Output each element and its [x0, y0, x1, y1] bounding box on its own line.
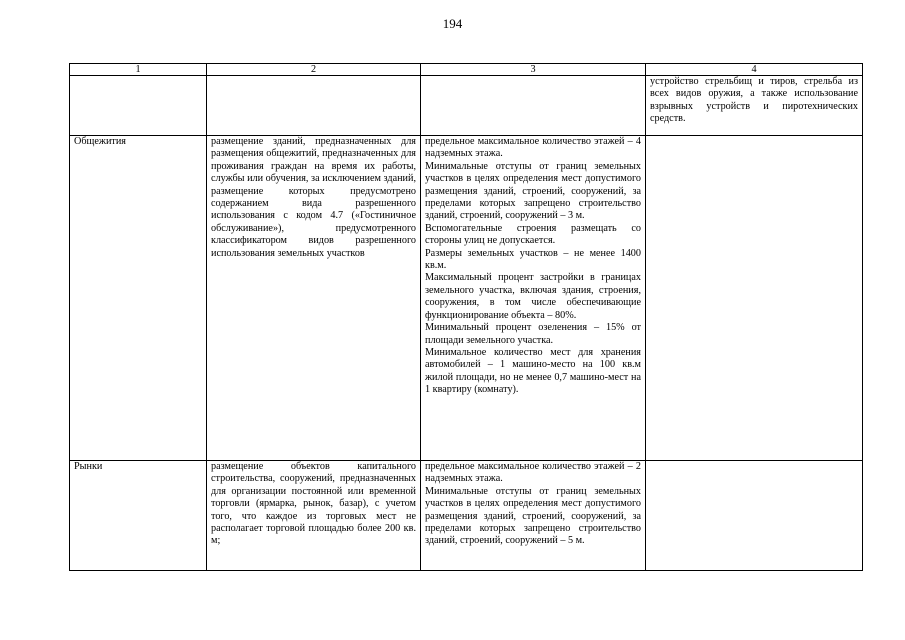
page-number: 194 [442, 16, 463, 31]
use-type-cell [70, 76, 207, 136]
restrictions-cell [646, 136, 863, 461]
parameters-cell [421, 76, 646, 136]
column-number-1: 1 [70, 64, 207, 76]
table-row-markets [70, 461, 863, 571]
zoning-regulations-table [69, 63, 863, 571]
parameter-paragraph: Минимальные отступы от границ земельных участков в целях определения мест допустимого размещения зданий, строений, сооружений, за пределами которых запрещено строительство зданий, строений, сооружений – 5 м. [425, 485, 641, 547]
use-description-cell: размещение объектов капитального строительства, сооружений, предназначенных для организации постоянной или временной торговли (ярмарка, рынок, базар), с учетом того, что каждое из торговых мест не располагает торговой площадью более 200 кв. м; [207, 461, 421, 571]
parameter-paragraph: предельное максимальное количество этажей – 2 надземных этажа. [425, 461, 641, 485]
use-type-cell: Общежития [70, 136, 207, 461]
use-description-cell: размещение зданий, предназначенных для размещения общежитий, предназначенных для проживания граждан на время их работы, службы или обучения, за исключением зданий, размещение которых предусмотрено содержанием вида разрешенного использования с кодом 4.7 («Гостиничное обслуживание»), предусмотренного классификатором видов разрешенного использования земельных участков [207, 136, 421, 461]
parameter-paragraph: Максимальный процент застройки в границах земельного участка, включая здания, строения, сооружения, в том числе обеспечивающие функционирование объекта – 80%. [425, 272, 641, 321]
column-number-4: 4 [646, 64, 863, 76]
parameter-paragraph: Размеры земельных участков – не менее 1400 кв.м. [425, 247, 641, 272]
parameter-paragraph: предельное максимальное количество этажей – 4 надземных этажа. [425, 136, 641, 160]
parameter-paragraph: Минимальные отступы от границ земельных участков в целях определения мест допустимого размещения зданий, строений, сооружений, за пределами которых запрещено строительство зданий, строений, сооружений – 3 м. [425, 160, 641, 222]
use-description-cell [207, 76, 421, 136]
table-row-dormitories [70, 136, 863, 461]
table-header-row [70, 64, 863, 76]
parameter-paragraph: Вспомогательные строения размещать со стороны улиц не допускается. [425, 222, 641, 247]
restrictions-cell [646, 461, 863, 571]
use-type-cell: Рынки [70, 461, 207, 571]
parameters-cell [421, 461, 646, 571]
parameter-paragraph: Минимальное количество мест для хранения автомобилей – 1 машино-место на 100 кв.м жилой площади, но не менее 0,7 машино-мест на 1 квартиру (комнату). [425, 346, 641, 396]
column-number-3: 3 [421, 64, 646, 76]
restrictions-cell: устройство стрельбищ и тиров, стрельба из всех видов оружия, а также использование взрывных устройств и пиротехнических средств. [646, 76, 863, 136]
table-row-continuation [70, 76, 863, 136]
column-number-2: 2 [207, 64, 421, 76]
parameters-cell [421, 136, 646, 461]
parameter-paragraph: Минимальный процент озеленения – 15% от площади земельного участка. [425, 322, 641, 346]
